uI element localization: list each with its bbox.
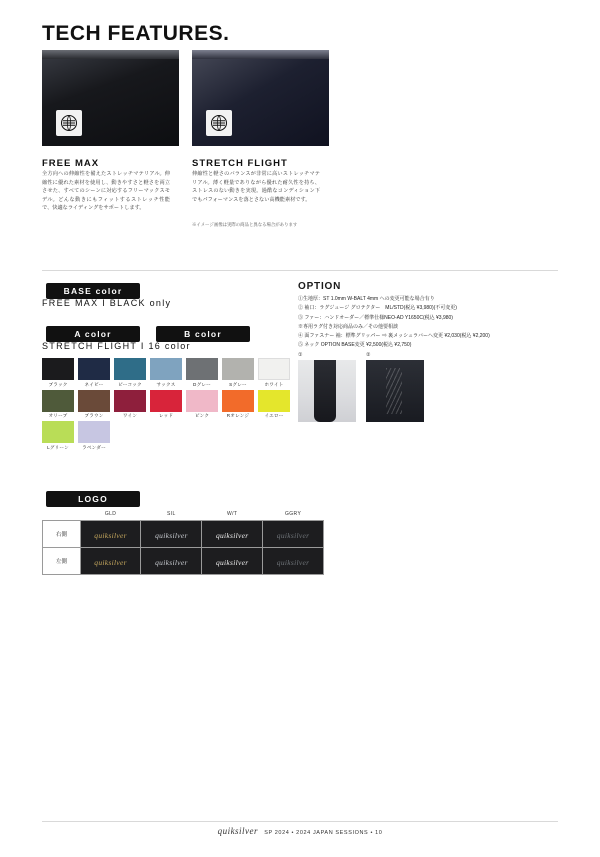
swatch[interactable] — [78, 358, 110, 388]
logo-cell — [80, 521, 141, 548]
feature-body-free-max: 全方向への伸縮性を備えたストレッチマテリアル。伸縮性に優れた素材を使用し、動きやすさと軽さを両立させた、すべてのシーンに対応するフリーマックスモデル。どんな動きにもフィットするストレッチ性能で、快適なライディングをサポートします。 — [42, 171, 170, 212]
swatch[interactable] — [150, 358, 182, 388]
table-header-gld: GLD — [104, 511, 117, 517]
section-divider — [42, 270, 558, 271]
swatch-label: Sグレー — [229, 381, 247, 387]
a-color-tag: A color — [46, 326, 140, 342]
logo-wordmark: quiksilver — [155, 531, 188, 540]
swatch-color — [150, 358, 182, 380]
swatch-color — [114, 358, 146, 380]
logo-wordmark: quiksilver — [94, 531, 127, 540]
logo-wordmark: quiksilver — [276, 531, 310, 540]
swatch[interactable] — [78, 421, 110, 451]
option-images — [298, 352, 424, 422]
option-image-1 — [298, 360, 356, 422]
logo-cell — [263, 521, 324, 548]
ab-color-caption: STRETCH FLIGHT I 16 color — [42, 341, 191, 351]
swatch[interactable] — [186, 390, 218, 420]
table-header-wt: W/T — [227, 511, 238, 517]
feature-note: ※イメージ画像は実際の商品と異なる場合があります — [192, 222, 298, 227]
table-row — [43, 521, 324, 548]
swatch-label: ブラック — [48, 381, 68, 387]
swatch[interactable] — [78, 390, 110, 420]
footer — [0, 826, 600, 836]
option-image-2 — [366, 360, 424, 422]
swatch[interactable] — [42, 421, 74, 451]
logo-wordmark: quiksilver — [94, 558, 127, 567]
swatch[interactable] — [114, 358, 146, 388]
page-title: TECH FEATURES. — [42, 22, 230, 45]
swatch-label: ピンク — [194, 413, 210, 418]
b-color-tag-wrap — [156, 324, 250, 342]
option-item: ② 袖口：ラグジュージ グロテクター ML/STD(税込 ¥3,980)(不可変更) — [298, 305, 457, 312]
footer-text: SP 2024 • 2024 JAPAN SESSIONS • 10 — [264, 830, 383, 836]
option-item: ③ ファー：ハンドオーダー／標準仕様NEO-AD Y1650C(税込 ¥3,980) — [298, 314, 453, 321]
logo-wordmark: quiksilver — [215, 531, 249, 540]
table-header-ggry: GGRY — [284, 511, 302, 517]
base-color-tag-wrap — [46, 281, 140, 299]
swatch[interactable] — [258, 390, 290, 420]
swatch-color — [42, 421, 74, 443]
option-item: ④ 面ファスナー 袖：標準グリッパー ⇒ 裏メッシュラバーへ変更 ¥2,030(税込 ¥2,200) — [298, 333, 490, 339]
option-item: ①生地厚：ST 1.0mm W-BALT 4mm への変更可能な場合有り — [298, 296, 435, 302]
swatch-label: Dグレー — [193, 381, 211, 387]
swatch-row — [42, 421, 290, 451]
logo-badge-icon — [206, 110, 232, 136]
feature-name-stretch-flight: STRETCH FLIGHT — [192, 158, 288, 169]
row-label-right: 右側 — [43, 521, 81, 548]
swatch-label: イエロー — [264, 413, 284, 418]
logo-cell — [263, 548, 324, 575]
swatch[interactable] — [42, 390, 74, 420]
swatch-color — [78, 390, 110, 412]
feature-image-free-max — [42, 50, 179, 146]
option-image-block — [298, 352, 356, 422]
swatch-color — [150, 390, 182, 412]
swatch-color — [222, 390, 254, 412]
swatch-color — [258, 358, 290, 380]
logo-badge-icon — [56, 110, 82, 136]
logo-tag: LOGO — [46, 491, 140, 507]
logo-wordmark: quiksilver — [215, 558, 249, 567]
swatch-color — [42, 390, 74, 412]
option-title: OPTION — [298, 281, 342, 292]
swatch-color — [78, 421, 110, 443]
logo-cell — [202, 521, 263, 548]
swatch-label: Lグリーン — [47, 444, 69, 450]
base-color-caption: FREE MAX I BLACK only — [42, 298, 172, 308]
swatch-color — [222, 358, 254, 380]
swatch[interactable] — [258, 358, 290, 388]
base-color-tag: BASE color — [46, 283, 140, 299]
swatch-label: サックス — [156, 381, 176, 387]
logo-cell — [141, 521, 202, 548]
swatch-label: ネイビー — [84, 381, 104, 387]
swatch[interactable] — [114, 390, 146, 420]
option-image-block — [366, 352, 424, 422]
swatch[interactable] — [222, 390, 254, 420]
swatch-color — [186, 358, 218, 380]
swatch-label: レッド — [158, 413, 174, 418]
swatch-color — [42, 358, 74, 380]
swatch-color — [78, 358, 110, 380]
logo-wordmark: quiksilver — [155, 558, 188, 567]
swatch[interactable] — [222, 358, 254, 388]
swatch-color — [258, 390, 290, 412]
swatch[interactable] — [186, 358, 218, 388]
logo-wordmark: quiksilver — [276, 558, 310, 567]
color-swatch-grid — [42, 358, 290, 453]
option-image-number: ① — [298, 352, 303, 358]
feature-image-stretch-flight — [192, 50, 329, 146]
footer-brand: quiksilver — [217, 826, 259, 836]
swatch-color — [186, 390, 218, 412]
swatch-label: ホワイト — [264, 381, 284, 387]
option-item: ⑤ ネック OPTION BASE変更 ¥2,500(税込 ¥2,750) — [298, 342, 412, 349]
table-header-row — [43, 508, 324, 521]
swatch-row — [42, 358, 290, 388]
logo-tag-wrap — [46, 489, 140, 507]
swatch-color — [114, 390, 146, 412]
a-color-tag-wrap — [46, 324, 140, 342]
swatch-label: Rオレンジ — [226, 413, 250, 418]
swatch-label: ラベンダー — [82, 444, 106, 450]
swatch-label: ブラウン — [84, 413, 104, 418]
option-item: ※専用ラグ付き対応商品のみ／その他要相談 — [298, 323, 399, 330]
swatch-row — [42, 390, 290, 420]
feature-body-stretch-flight: 伸縮性と軽さのバランスが非常に高いストレッチマテリアル。薄く軽量でありながら優れた耐久性を持ち、ストレスのない動きを実現。過酷なコンディション下でもパフォーマンスを落とさない高機能素材です。 — [192, 171, 320, 203]
swatch[interactable] — [42, 358, 74, 388]
logo-cell — [202, 548, 263, 575]
b-color-tag: B color — [156, 326, 250, 342]
swatch-label: ワイン — [122, 413, 138, 418]
feature-name-free-max: FREE MAX — [42, 158, 100, 169]
option-list — [298, 295, 556, 351]
table-header-blank — [43, 508, 81, 521]
logo-cell — [80, 548, 141, 575]
table-row — [43, 548, 324, 575]
hero-images — [42, 50, 332, 152]
swatch-label: オリーブ — [48, 413, 68, 418]
footer-divider — [42, 821, 558, 822]
logo-cell — [141, 548, 202, 575]
logo-table — [42, 508, 324, 575]
swatch-label: ピーコック — [118, 381, 142, 387]
swatch[interactable] — [150, 390, 182, 420]
option-image-number: ② — [366, 352, 371, 358]
row-label-left: 左側 — [43, 548, 81, 575]
table-header-sil: SIL — [167, 511, 176, 517]
